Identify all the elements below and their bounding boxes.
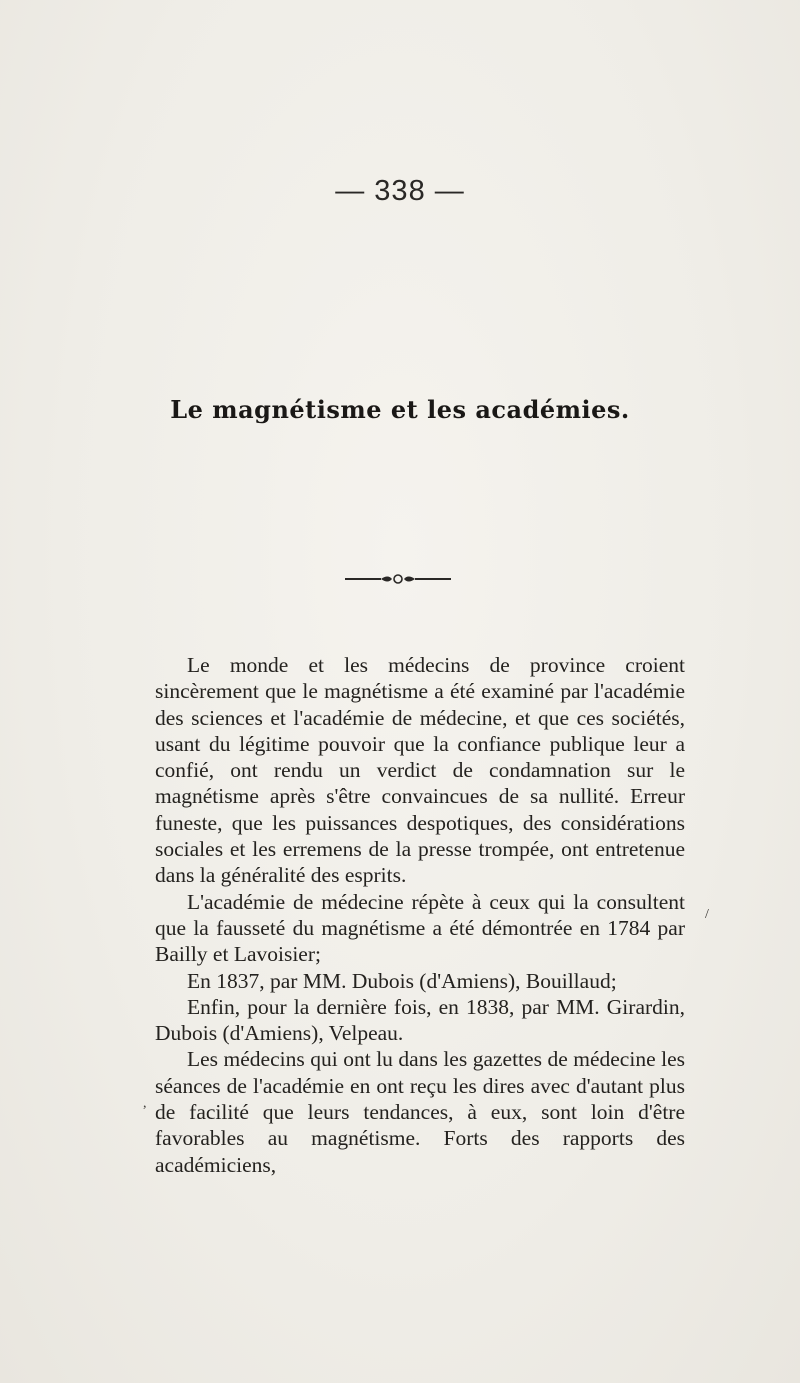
paragraph-3: En 1837, par MM. Dubois (d'Amiens), Bouillaud; — [187, 968, 617, 993]
paragraph-5: Les médecins qui ont lu dans les gazettes de médecine les séances de l'académie en ont reçu les dires avec d'autant plus de facilité que leurs tendances, à eux, sont loin d'être favorables au magnétisme. Forts des rapports des académiciens, — [155, 1047, 685, 1177]
body-text — [155, 652, 685, 1178]
ornament-divider-icon — [345, 572, 451, 586]
paragraph-2: L'académie de médecine répète à ceux qui la consultent que la fausseté du magnétisme a été démontrée en 1784 par Bailly et Lavoisier; — [155, 889, 685, 967]
paragraph-4: Enfin, pour la dernière fois, en 1838, par MM. Girardin, Dubois (d'Amiens), Velpeau. — [155, 994, 685, 1046]
margin-mark-left: , — [143, 1096, 147, 1111]
paragraph-1: Le monde et les médecins de province croient sincèrement que le magnétisme a été examiné par l'académie des sciences et l'académie de médecine, et que ces sociétés, usant du légitime pouvoir que la confiance publique leur a confié, ont rendu un verdict de condamnation sur le magnétisme après s'être convaincues de sa nullité. Erreur funeste, que les puissances despotiques, des considérations sociales et les erremens de la presse trompée, ont entretenue dans la généralité des esprits. — [155, 653, 685, 888]
page-number: — 338 — — [335, 175, 465, 207]
chapter-title: Le magnétisme et les académies. — [170, 395, 630, 424]
margin-mark-right: / — [705, 907, 709, 922]
